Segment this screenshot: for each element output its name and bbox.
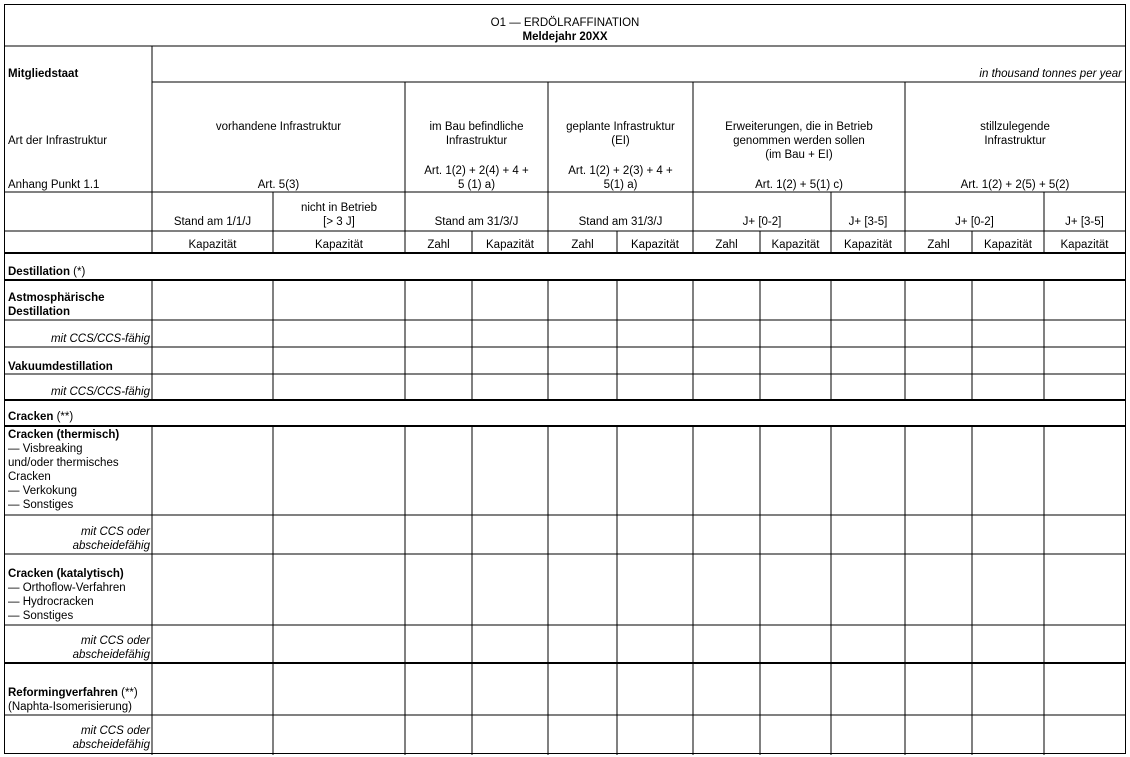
- row-vacuum-ccs: mit CCS/CCS-fähig: [50, 386, 150, 398]
- group-title-under-construction: im Bau befindliche Infrastruktur: [429, 121, 524, 147]
- subheader-decom-3-5: J+ [3-5]: [1065, 216, 1104, 228]
- column-label: Zahl: [715, 239, 738, 251]
- column-label: Zahl: [427, 239, 450, 251]
- subheader-decom-0-2: J+ [0-2]: [955, 216, 994, 228]
- annex-point-label: Anhang Punkt 1.1: [8, 179, 100, 191]
- group-title-existing: vorhandene Infrastruktur: [215, 121, 342, 133]
- column-label: Kapazität: [844, 239, 892, 251]
- row-atmospheric-ccs: mit CCS/CCS-fähig: [50, 333, 150, 345]
- unit-note: in thousand tonnes per year: [979, 68, 1122, 80]
- section-cracken: Cracken (**): [8, 411, 74, 423]
- row-catalytic-cracking: Cracken (katalytisch) — Orthoflow-Verfahren — Hydrocracken — Sonstiges: [8, 568, 126, 622]
- subheader-status-31-3-construction: Stand am 31/3/J: [434, 216, 519, 228]
- column-label: Kapazität: [631, 239, 679, 251]
- column-label: Zahl: [927, 239, 950, 251]
- row-thermal-cracking: Cracken (thermisch) — Visbreaking und/oder thermisches Cracken — Verkokung — Sonstiges: [8, 429, 120, 511]
- member-state-label: Mitgliedstaat: [8, 68, 79, 80]
- subheader-not-operating: nicht in Betrieb [> 3 J]: [300, 202, 378, 228]
- group-article-existing: Art. 5(3): [257, 179, 300, 191]
- column-label: Zahl: [571, 239, 594, 251]
- subheader-ext-3-5: J+ [3-5]: [848, 216, 888, 228]
- report-year: Meldejahr 20XX: [522, 31, 608, 43]
- row-atmospheric-destillation: Astmosphärische Destillation: [8, 292, 105, 318]
- row-reforming-ccs: mit CCS oder abscheidefähig: [72, 725, 150, 751]
- column-label: Kapazität: [315, 239, 363, 251]
- subheader-ext-0-2: J+ [0-2]: [742, 216, 782, 228]
- column-label: Kapazität: [771, 239, 820, 251]
- infrastructure-type-label: Art der Infrastruktur: [8, 135, 108, 147]
- column-label: Kapazität: [1060, 239, 1109, 251]
- row-reforming: Reformingverfahren (**) (Naphta-Isomerisierung): [8, 687, 138, 713]
- section-destillation: Destillation (*): [8, 266, 86, 278]
- form-title: O1 — ERDÖLRAFFINATION: [490, 17, 640, 29]
- row-thermal-ccs: mit CCS oder abscheidefähig: [72, 526, 150, 552]
- group-article-under-construction: Art. 1(2) + 2(4) + 4 + 5 (1) a): [424, 165, 529, 191]
- row-vacuum-destillation: Vakuumdestillation: [8, 361, 113, 373]
- group-article-planned: Art. 1(2) + 2(3) + 4 + 5(1) a): [568, 165, 673, 191]
- column-label: Kapazität: [486, 239, 534, 251]
- form-sheet: [4, 4, 1126, 754]
- group-title-decommissioning: stillzulegende Infrastruktur: [980, 121, 1050, 147]
- row-catalytic-ccs: mit CCS oder abscheidefähig: [72, 635, 150, 661]
- subheader-status-31-3-planned: Stand am 31/3/J: [578, 216, 663, 228]
- group-title-planned: geplante Infrastruktur (EI): [566, 121, 675, 147]
- group-article-extensions: Art. 1(2) + 5(1) c): [755, 179, 843, 191]
- column-label: Kapazität: [984, 239, 1032, 251]
- table-grid-lines: [5, 5, 1127, 755]
- group-article-decommissioning: Art. 1(2) + 2(5) + 5(2): [960, 179, 1070, 191]
- column-label: Kapazität: [188, 239, 237, 251]
- group-title-extensions: Erweiterungen, die in Betrieb genommen werden sollen (im Bau + EI): [725, 121, 873, 161]
- subheader-status-1-1: Stand am 1/1/J: [173, 216, 252, 228]
